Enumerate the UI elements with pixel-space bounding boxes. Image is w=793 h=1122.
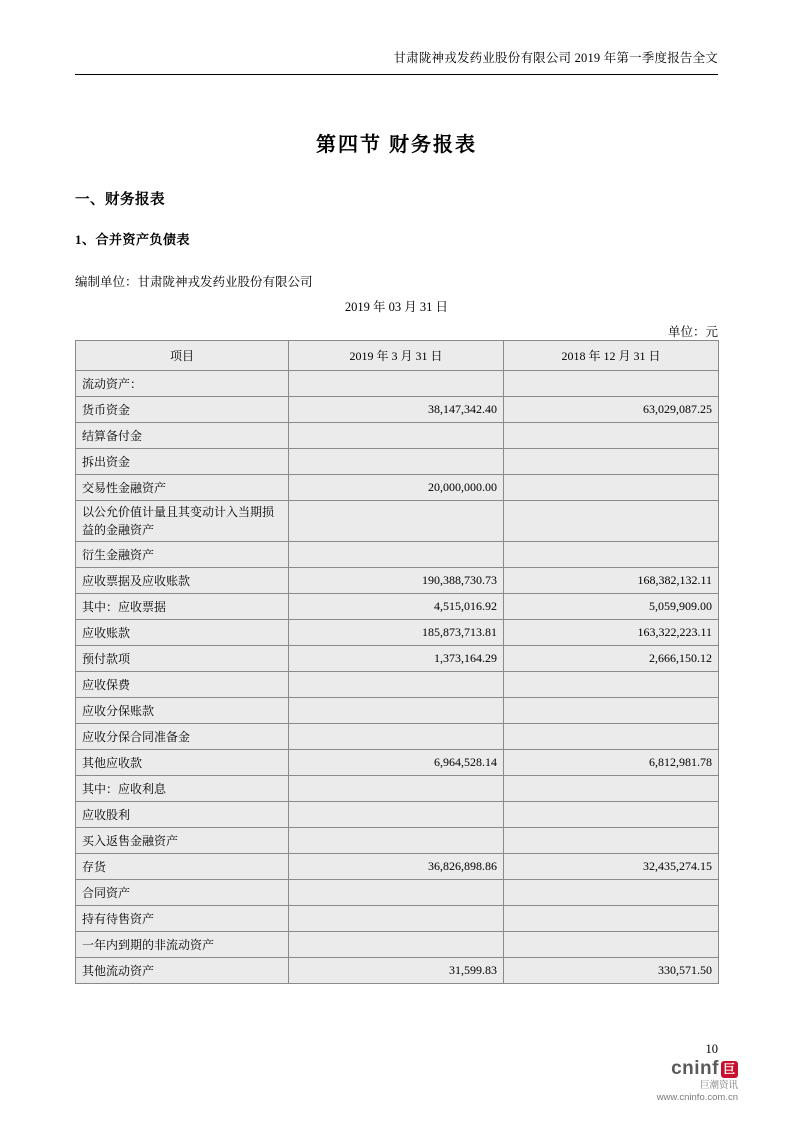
- table-cell-value: [289, 906, 504, 932]
- table-row: [76, 423, 719, 449]
- table-cell-value: [504, 880, 719, 906]
- table-row: [76, 828, 719, 854]
- table-cell-item: 货币资金: [76, 397, 289, 423]
- table-row: [76, 371, 719, 397]
- table-cell-value: [504, 542, 719, 568]
- table-row: [76, 958, 719, 984]
- table-cell-value: 1,373,164.29: [289, 646, 504, 672]
- table-row: [76, 594, 719, 620]
- table-cell-value: [289, 501, 504, 542]
- table-row: [76, 880, 719, 906]
- table-cell-item: 结算备付金: [76, 423, 289, 449]
- running-header: 甘肃陇神戎发药业股份有限公司 2019 年第一季度报告全文: [393, 51, 718, 65]
- table-cell-value: [504, 449, 719, 475]
- page-title: 第四节 财务报表: [316, 134, 477, 156]
- table-cell-value: 4,515,016.92: [289, 594, 504, 620]
- table-row: [76, 750, 719, 776]
- table-row: [76, 449, 719, 475]
- table-cell-value: [504, 501, 719, 542]
- table-cell-item: 应收分保合同准备金: [76, 724, 289, 750]
- table-cell-item: 以公允价值计量且其变动计入当期损益的金融资产: [76, 501, 289, 542]
- cninfo-subtitle: 巨潮资讯: [699, 1080, 738, 1092]
- table-cell-value: [289, 932, 504, 958]
- table-cell-value: [289, 802, 504, 828]
- table-cell-value: 330,571.50: [504, 958, 719, 984]
- table-cell-item: 应收账款: [76, 620, 289, 646]
- table-cell-value: [504, 371, 719, 397]
- table-cell-item: 持有待售资产: [76, 906, 289, 932]
- table-row: [76, 776, 719, 802]
- table-cell-value: [289, 423, 504, 449]
- table-cell-value: 32,435,274.15: [504, 854, 719, 880]
- table-cell-value: 185,873,713.81: [289, 620, 504, 646]
- table-cell-value: 163,322,223.11: [504, 620, 719, 646]
- table-row: [76, 802, 719, 828]
- table-header-row: [76, 341, 719, 371]
- table-cell-item: 应收分保账款: [76, 698, 289, 724]
- heading-balance-sheet: 1、合并资产负债表: [75, 232, 191, 247]
- table-cell-value: [504, 475, 719, 501]
- table-cell-item: 其中：应收利息: [76, 776, 289, 802]
- table-cell-value: [504, 698, 719, 724]
- cninfo-brand-text: cninf: [671, 1057, 719, 1079]
- table-cell-value: [289, 724, 504, 750]
- table-cell-value: 190,388,730.73: [289, 568, 504, 594]
- currency-unit-note: 单位：元: [667, 325, 718, 339]
- table-cell-value: 168,382,132.11: [504, 568, 719, 594]
- table-cell-item: 一年内到期的非流动资产: [76, 932, 289, 958]
- table-cell-value: [504, 802, 719, 828]
- table-cell-value: [289, 449, 504, 475]
- table-row: [76, 568, 719, 594]
- table-cell-value: [504, 724, 719, 750]
- table-cell-value: [289, 880, 504, 906]
- table-header-cell: 2019 年 3 月 31 日: [289, 341, 504, 371]
- table-cell-item: 应收保费: [76, 672, 289, 698]
- table-header-cell: 项目: [76, 341, 289, 371]
- table-cell-value: 36,826,898.86: [289, 854, 504, 880]
- report-date: 2019 年 03 月 31 日: [344, 300, 449, 314]
- table-row: [76, 932, 719, 958]
- table-cell-value: [504, 423, 719, 449]
- table-cell-value: 38,147,342.40: [289, 397, 504, 423]
- table-cell-value: [289, 672, 504, 698]
- table-cell-item: 衍生金融资产: [76, 542, 289, 568]
- table-cell-value: [289, 776, 504, 802]
- table-cell-value: [289, 371, 504, 397]
- cninfo-logo: [657, 1057, 738, 1105]
- table-row: [76, 698, 719, 724]
- table-cell-value: [504, 906, 719, 932]
- table-cell-item: 其他流动资产: [76, 958, 289, 984]
- table-row: [76, 672, 719, 698]
- table-cell-value: [504, 828, 719, 854]
- prepared-by-line: 编制单位：甘肃陇神戎发药业股份有限公司: [75, 275, 313, 289]
- table-cell-item: 买入返售金融资产: [76, 828, 289, 854]
- table-header-cell: 2018 年 12 月 31 日: [504, 341, 719, 371]
- table-cell-value: [289, 828, 504, 854]
- table-cell-value: [289, 698, 504, 724]
- table-cell-value: 63,029,087.25: [504, 397, 719, 423]
- table-cell-item: 存货: [76, 854, 289, 880]
- table-row: [76, 620, 719, 646]
- table-cell-item: 其他应收款: [76, 750, 289, 776]
- table-cell-item: 其中：应收票据: [76, 594, 289, 620]
- table-cell-value: [289, 542, 504, 568]
- table-cell-value: 5,059,909.00: [504, 594, 719, 620]
- table-cell-item: 应收股利: [76, 802, 289, 828]
- table-cell-item: 合同资产: [76, 880, 289, 906]
- table-row: [76, 646, 719, 672]
- cninfo-brand: [657, 1057, 738, 1081]
- cninfo-url: www.cninfo.com.cn: [656, 1092, 738, 1104]
- table-row: [76, 397, 719, 423]
- table-cell-value: [504, 932, 719, 958]
- page-number: 10: [705, 1042, 718, 1056]
- heading-financial-statements: 一、财务报表: [75, 192, 165, 208]
- table-cell-item: 流动资产：: [76, 371, 289, 397]
- table-cell-value: 6,964,528.14: [289, 750, 504, 776]
- table-row: [76, 475, 719, 501]
- table-cell-value: 31,599.83: [289, 958, 504, 984]
- table-cell-value: 20,000,000.00: [289, 475, 504, 501]
- table-cell-item: 交易性金融资产: [76, 475, 289, 501]
- table-row: [76, 854, 719, 880]
- cninfo-mark-icon: 巨: [721, 1061, 738, 1078]
- table-cell-item: 应收票据及应收账款: [76, 568, 289, 594]
- table-cell-value: [504, 672, 719, 698]
- table-cell-value: 2,666,150.12: [504, 646, 719, 672]
- table-row: [76, 542, 719, 568]
- table-row: [76, 724, 719, 750]
- balance-sheet-table-wrap: [75, 340, 718, 984]
- table-cell-value: [504, 776, 719, 802]
- table-cell-item: 预付款项: [76, 646, 289, 672]
- table-row: [76, 906, 719, 932]
- header-divider: [75, 74, 718, 75]
- balance-sheet-table: [75, 340, 719, 984]
- table-cell-item: 拆出资金: [76, 449, 289, 475]
- table-cell-value: 6,812,981.78: [504, 750, 719, 776]
- table-row: [76, 501, 719, 542]
